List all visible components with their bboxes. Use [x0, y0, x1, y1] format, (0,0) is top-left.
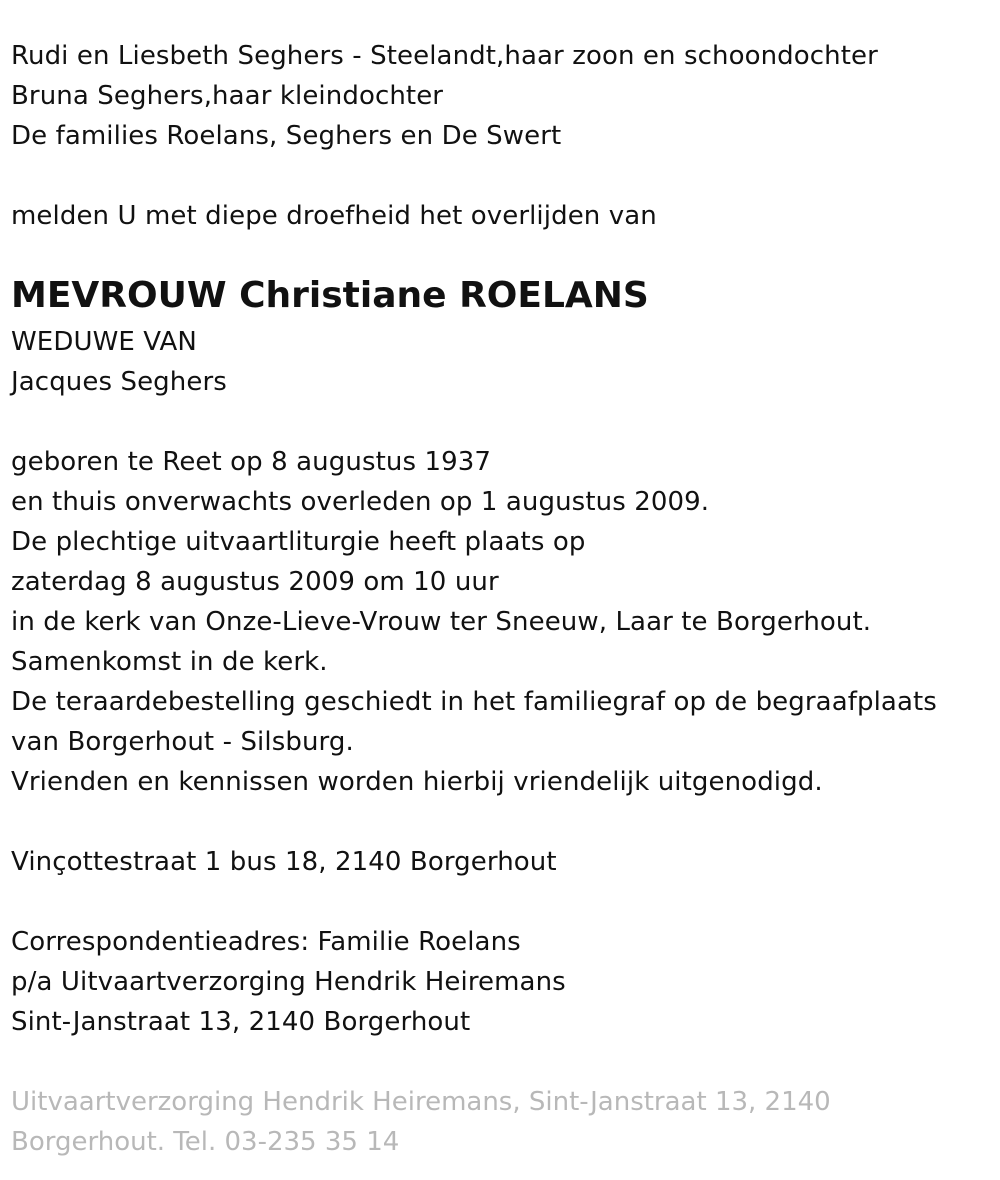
- detail-line: De teraardebestelling geschiedt in het familiegraf op de begraafplaats: [11, 687, 937, 717]
- spacer: [11, 156, 1000, 196]
- details-block: [11, 442, 1000, 802]
- announcer-line: De families Roelans, Seghers en De Swert: [11, 121, 562, 151]
- announcer-line: Rudi en Liesbeth Seghers - Steelandt,haar zoon en schoondochter: [11, 41, 878, 71]
- detail-line: geboren te Reet op 8 augustus 1937: [11, 447, 492, 477]
- announcers-block: [11, 36, 1000, 156]
- spacer: [11, 236, 1000, 266]
- detail-line: Vrienden en kennissen worden hierbij vriendelijk uitgenodigd.: [11, 767, 823, 797]
- footer-line: Borgerhout. Tel. 03-235 35 14: [11, 1127, 400, 1157]
- announcer-line: Bruna Seghers,haar kleindochter: [11, 81, 444, 111]
- detail-line: en thuis onverwachts overleden op 1 augustus 2009.: [11, 487, 710, 517]
- correspondence-block: [11, 922, 1000, 1042]
- spacer: [11, 802, 1000, 842]
- home-address: Vinçottestraat 1 bus 18, 2140 Borgerhout: [11, 847, 557, 877]
- intro-text: melden U met diepe droefheid het overlijden van: [11, 201, 657, 231]
- footer-line: Uitvaartverzorging Hendrik Heiremans, Sint-Janstraat 13, 2140: [11, 1087, 831, 1117]
- correspondence-line: p/a Uitvaartverzorging Hendrik Heiremans: [11, 967, 566, 997]
- correspondence-line: Correspondentieadres: Familie Roelans: [11, 927, 521, 957]
- detail-line: van Borgerhout - Silsburg.: [11, 727, 354, 757]
- detail-line: zaterdag 8 augustus 2009 om 10 uur: [11, 567, 499, 597]
- detail-line: Samenkomst in de kerk.: [11, 647, 328, 677]
- funeral-home-footer: [11, 1082, 1000, 1162]
- spacer: [11, 402, 1000, 442]
- spacer: [11, 882, 1000, 922]
- correspondence-line: Sint-Janstraat 13, 2140 Borgerhout: [11, 1007, 471, 1037]
- deceased-name: MEVROUW Christiane ROELANS: [11, 275, 649, 316]
- detail-line: in de kerk van Onze-Lieve-Vrouw ter Sneeuw, Laar te Borgerhout.: [11, 607, 872, 637]
- detail-line: De plechtige uitvaartliturgie heeft plaats op: [11, 527, 586, 557]
- deceased-spouse: Jacques Seghers: [11, 367, 227, 397]
- deceased-status: WEDUWE VAN: [11, 327, 197, 357]
- spacer: [11, 1042, 1000, 1082]
